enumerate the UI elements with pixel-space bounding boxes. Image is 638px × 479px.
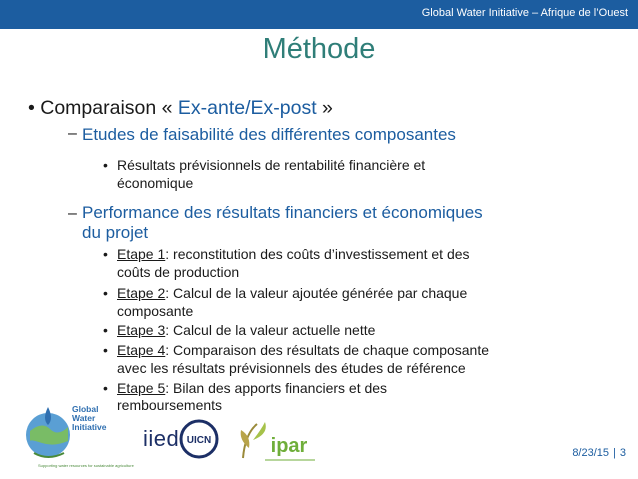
step-label: Etape 3 [117,322,166,338]
bullet-dot: • [103,322,108,338]
item-text-line: composante [117,303,194,319]
footer-separator: | [613,447,616,459]
main-bullet [28,97,333,120]
iied-logo: iied [143,426,180,451]
item-text-line: avec les résultats prévisionnels des études de référence [117,360,466,376]
bullet-dot: • [103,157,108,173]
partner-logos [0,398,460,470]
iucn-logo [179,419,219,459]
header-bar-text: Global Water Initiative – Afrique de l’Ouest [421,7,628,19]
item-text-line: économique [117,175,194,191]
item-text-line: Résultats prévisionnels de rentabilité financière et [117,157,426,173]
main-bullet-prefix: Comparaison « [40,97,178,119]
item-text-line: remboursements [117,397,223,413]
item-text-line: coûts de production [117,264,240,280]
dash-marker: – [68,205,77,222]
dash-marker: – [68,125,77,142]
gwi-logo-text: Global Water Initiative [72,404,107,432]
bullet-dot: • [103,380,108,396]
section-heading-line: Etudes de faisabilité des différentes composantes [82,125,456,144]
step-text: : Calcul de la valeur actuelle nette [165,322,376,338]
bullet-dot: • [28,97,35,119]
svg-text:ipar: ipar [270,435,308,457]
step-label: Etape 4 [117,342,166,358]
step-item [117,342,489,359]
bullet-dot: • [103,285,108,301]
ipar-leaf-icon [235,418,321,468]
bullet-dot: • [103,246,108,262]
step-text: : Bilan des apports financiers et des [165,380,388,396]
step-label: Etape 2 [117,285,166,301]
step-label: Etape 1 [117,246,166,262]
main-bullet-suffix: » [316,97,333,119]
step-item [117,380,387,397]
header-bar [0,0,638,29]
ipar-logo [235,418,321,468]
bullet-dot: • [103,342,108,358]
step-item [117,322,375,339]
step-text: : reconstitution des coûts d’investissement et des [165,246,470,262]
iucn-ring-icon [179,419,219,459]
main-bullet-accent: Ex-ante/Ex-post [177,97,317,119]
step-label: Etape 5 [117,380,166,396]
step-item [117,285,467,302]
section-heading-line: Performance des résultats financiers et économiques [82,203,483,222]
step-text: : Calcul de la valeur ajoutée générée par chaque [165,285,468,301]
section-heading-line: du projet [82,223,149,242]
step-text: : Comparaison des résultats de chaque composante [165,342,490,358]
gwi-logo [20,401,134,468]
slide-title: Méthode [262,33,376,65]
svg-text:UICN: UICN [186,435,212,446]
footer-date: 8/23/15 [572,447,610,459]
page-number: 3 [619,447,626,459]
step-item [117,246,470,263]
slide-footer [572,447,626,459]
gwi-logo-tagline: Supporting water resources for sustainable agriculture [38,463,134,468]
